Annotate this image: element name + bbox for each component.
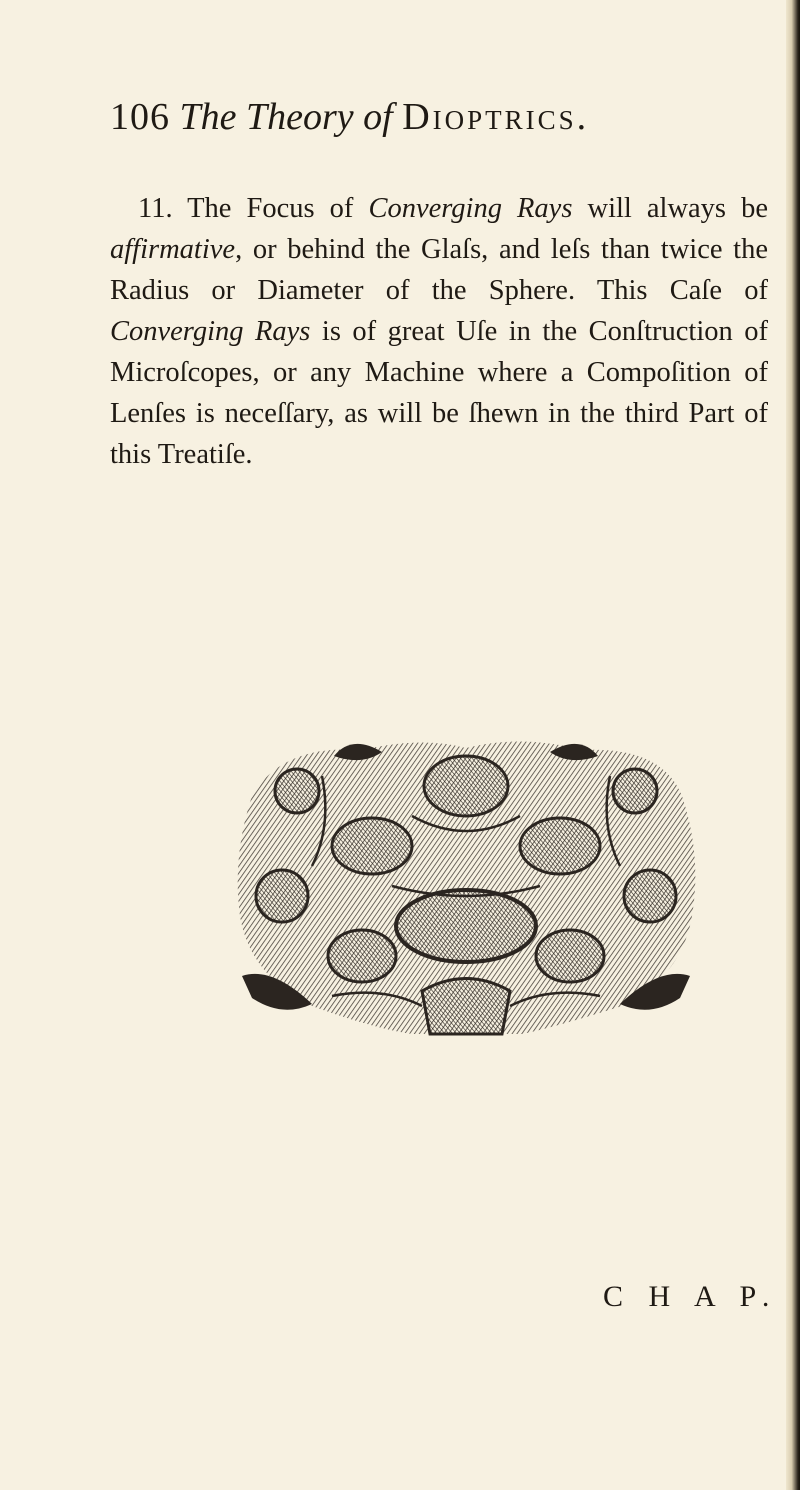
catchword: C H A P.	[603, 1280, 779, 1313]
floral-tailpiece-icon	[222, 736, 710, 1036]
text-run: 11. The Focus of	[138, 193, 369, 224]
header-title-caps: Dioptrics.	[402, 96, 590, 138]
body-text	[110, 188, 768, 475]
italic-term: affirmative	[110, 234, 236, 265]
italic-term: Converging Rays	[368, 193, 573, 224]
text-run: is of great Uſe in the Conſtruction of Microſcopes, or any Machine where a Compoſition of Lenſes is neceſſary, as will be ſhewn in the third Part of this Treatiſe.	[110, 316, 768, 470]
running-header	[110, 98, 720, 136]
paragraph-11	[110, 188, 768, 475]
page-number: 106	[110, 96, 170, 138]
header-title-italic: The Theory of	[179, 96, 393, 138]
text-run: , or behind the Glaſs, and leſs than twice the Radius or Diameter of the Sphere. This Caſe of	[110, 234, 768, 306]
text-run: will always be	[572, 193, 768, 224]
italic-term: Converging Rays	[110, 316, 311, 347]
page-binding-edge	[786, 0, 800, 1490]
